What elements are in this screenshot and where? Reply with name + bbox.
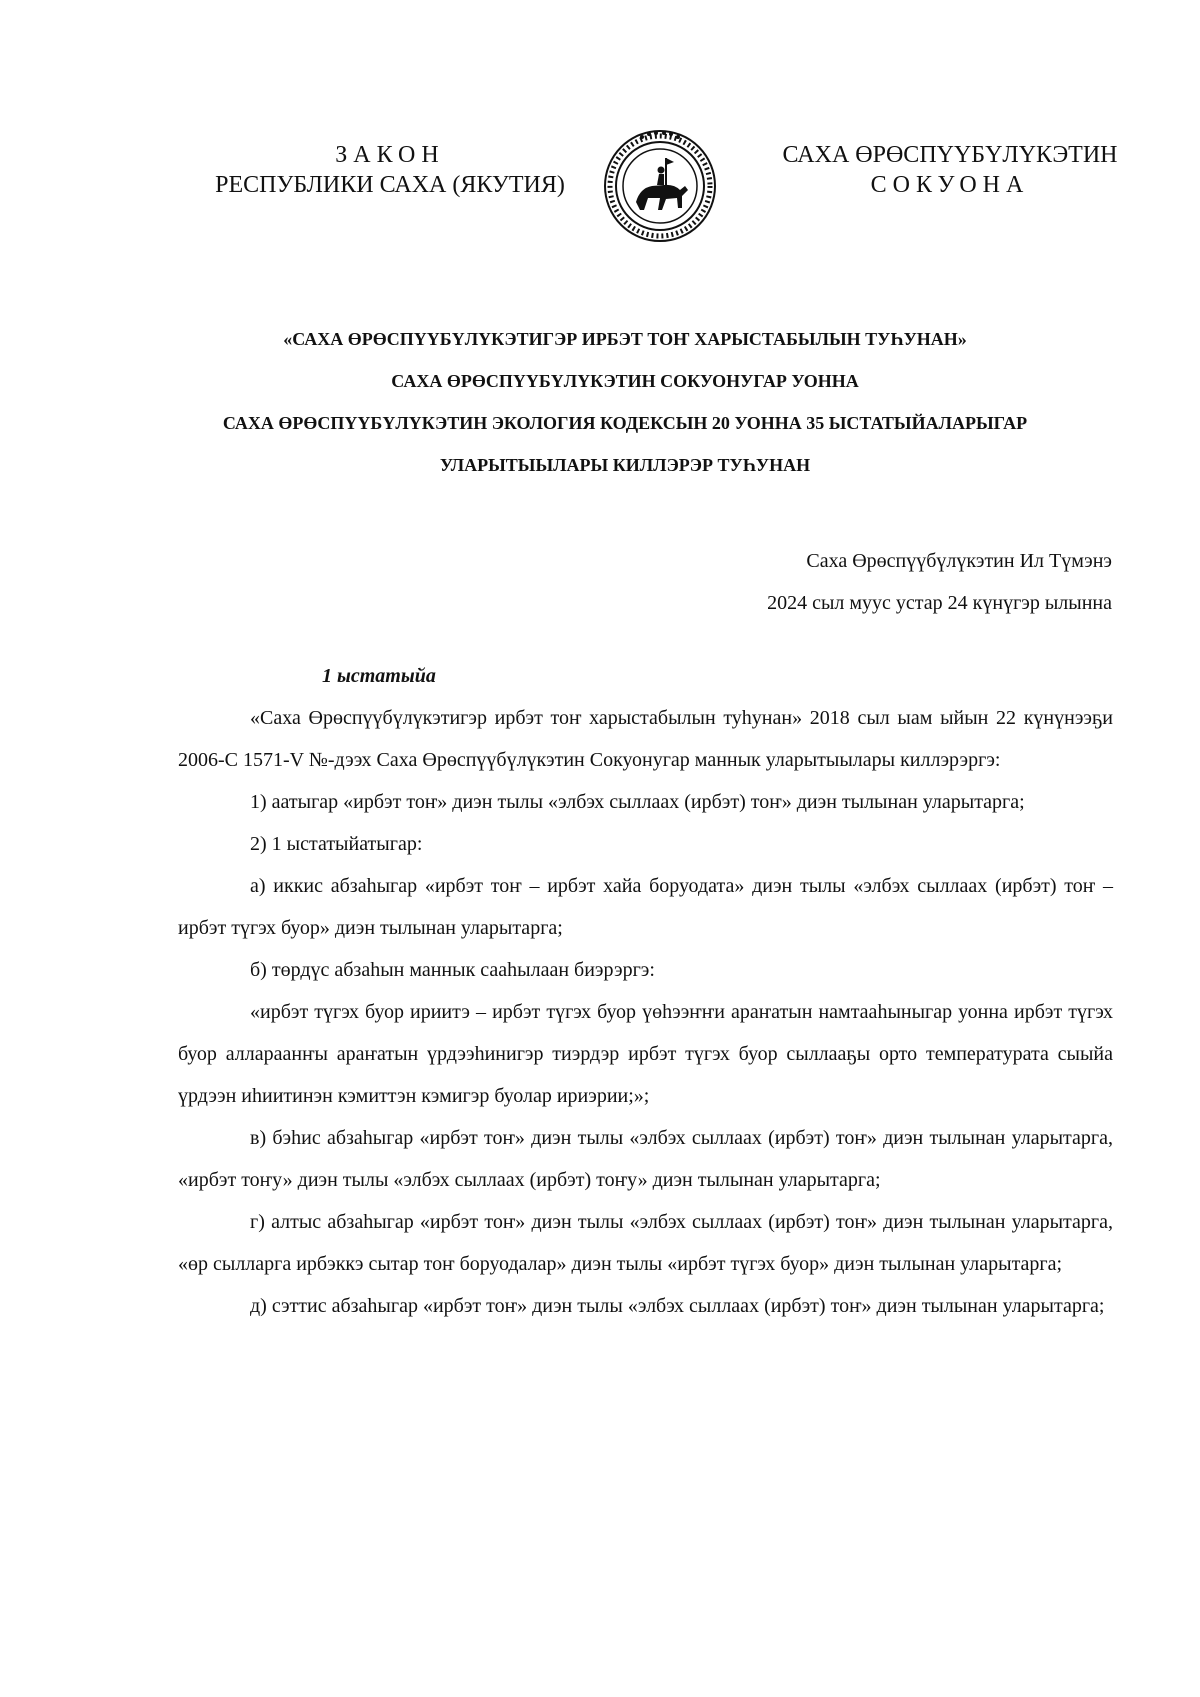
- adoption-line1: Саха Өрөспүүбүлүкэтин Ил Түмэнэ: [806, 550, 1112, 572]
- adoption-date: 2024 сыл муус устар 24 күнүгэр ылынна: [767, 592, 1112, 614]
- paragraph-item-2: 2) 1 ыстатыйатыгар:: [250, 833, 423, 855]
- header-right: [760, 140, 1140, 200]
- paragraph-item-2b: б) төрдүс абзаһын маннык сааһылаан биэрэргэ:: [250, 959, 655, 981]
- law-title: [150, 318, 1100, 486]
- paragraph-item-2d: д) сэттис абзаһыгар «ирбэт тоҥ» диэн тылы «элбэх сыллаах (ирбэт) тоҥ» диэн тылынан уларытарга;: [250, 1295, 1105, 1317]
- paragraph-item-1: 1) аатыгар «ирбэт тоҥ» диэн тылы «элбэх сыллаах (ирбэт) тоҥ» диэн тылынан уларытарга;: [250, 791, 1025, 813]
- header-left-line2: РЕСПУБЛИКИ САХА (ЯКУТИЯ): [215, 172, 565, 198]
- paragraph-definition: «ирбэт түгэх буор ириитэ – ирбэт түгэх буор үөһээҥҥи араҥатын намтааһыныгар уонна ирбэт түгэх буор аллараанҥы араҥатын үрдээһинигэр тиэрдэр ирбэт түгэх буор сыллааҕы орто температурата сыыйа үрдээн иһиитинэн кэмиттэн кэмигэр буолар ириэрии;»;: [178, 1001, 1113, 1107]
- paragraph-item-2g: г) алтыс абзаһыгар «ирбэт тоҥ» диэн тылы «элбэх сыллаах (ирбэт) тоҥ» диэн тылынан уларытарга, «өр сылларга ирбэккэ сытар тоҥ боруодалар» диэн тылы «ирбэт түгэх буор» диэн тылынан уларытарга;: [178, 1211, 1113, 1275]
- header-left-line1: ЗАКОН: [335, 142, 445, 168]
- header-right-line1: САХА ӨРӨСПҮҮБҮЛҮКЭТИН: [782, 142, 1118, 168]
- adoption-block: [767, 540, 1112, 624]
- document-body: [178, 655, 1113, 1327]
- title-line1: «САХА ӨРӨСПҮҮБҮЛҮКЭТИГЭР ИРБЭТ ТОҤ ХАРЫСТАБЫЛЫН ТУҺУНАН»: [283, 329, 967, 349]
- header-left: [200, 140, 580, 200]
- article-heading: 1 ыстатыйа: [322, 665, 436, 687]
- title-line4: УЛАРЫТЫЫЛАРЫ КИЛЛЭРЭР ТУҺУНАН: [439, 455, 811, 475]
- paragraph-item-2v: в) бэһис абзаһыгар «ирбэт тоҥ» диэн тылы «элбэх сыллаах (ирбэт) тоҥ» диэн тылынан уларытарга, «ирбэт тоҥу» диэн тылы «элбэх сыллаах (ирбэт) тоҥу» диэн тылынан уларытарга;: [178, 1127, 1113, 1191]
- paragraph-intro: «Саха Өрөспүүбүлүкэтигэр ирбэт тоҥ харыстабылын туһунан» 2018 сыл ыам ыйын 22 күнүнээҕи 2006-С 1571-V №-дээх Саха Өрөспүүбүлүкэтин Сокуонугар маннык уларытыылары киллэрэргэ:: [178, 707, 1113, 771]
- title-line3: САХА ӨРӨСПҮҮБҮЛҮКЭТИН ЭКОЛОГИЯ КОДЕКСЫН 20 УОННА 35 ЫСТАТЫЙАЛАРЫГАР: [222, 413, 1028, 433]
- paragraph-item-2a: а) иккис абзаһыгар «ирбэт тоҥ – ирбэт хайа боруодата» диэн тылы «элбэх сыллаах (ирбэт) тоҥ – ирбэт түгэх буор» диэн тылынан уларытарга;: [178, 875, 1113, 939]
- header-right-line2: СОКУОНА: [870, 172, 1030, 198]
- title-line2: САХА ӨРӨСПҮҮБҮЛҮКЭТИН СОКУОНУГАР УОННА: [391, 371, 859, 391]
- coat-of-arms-emblem-icon: [602, 128, 718, 244]
